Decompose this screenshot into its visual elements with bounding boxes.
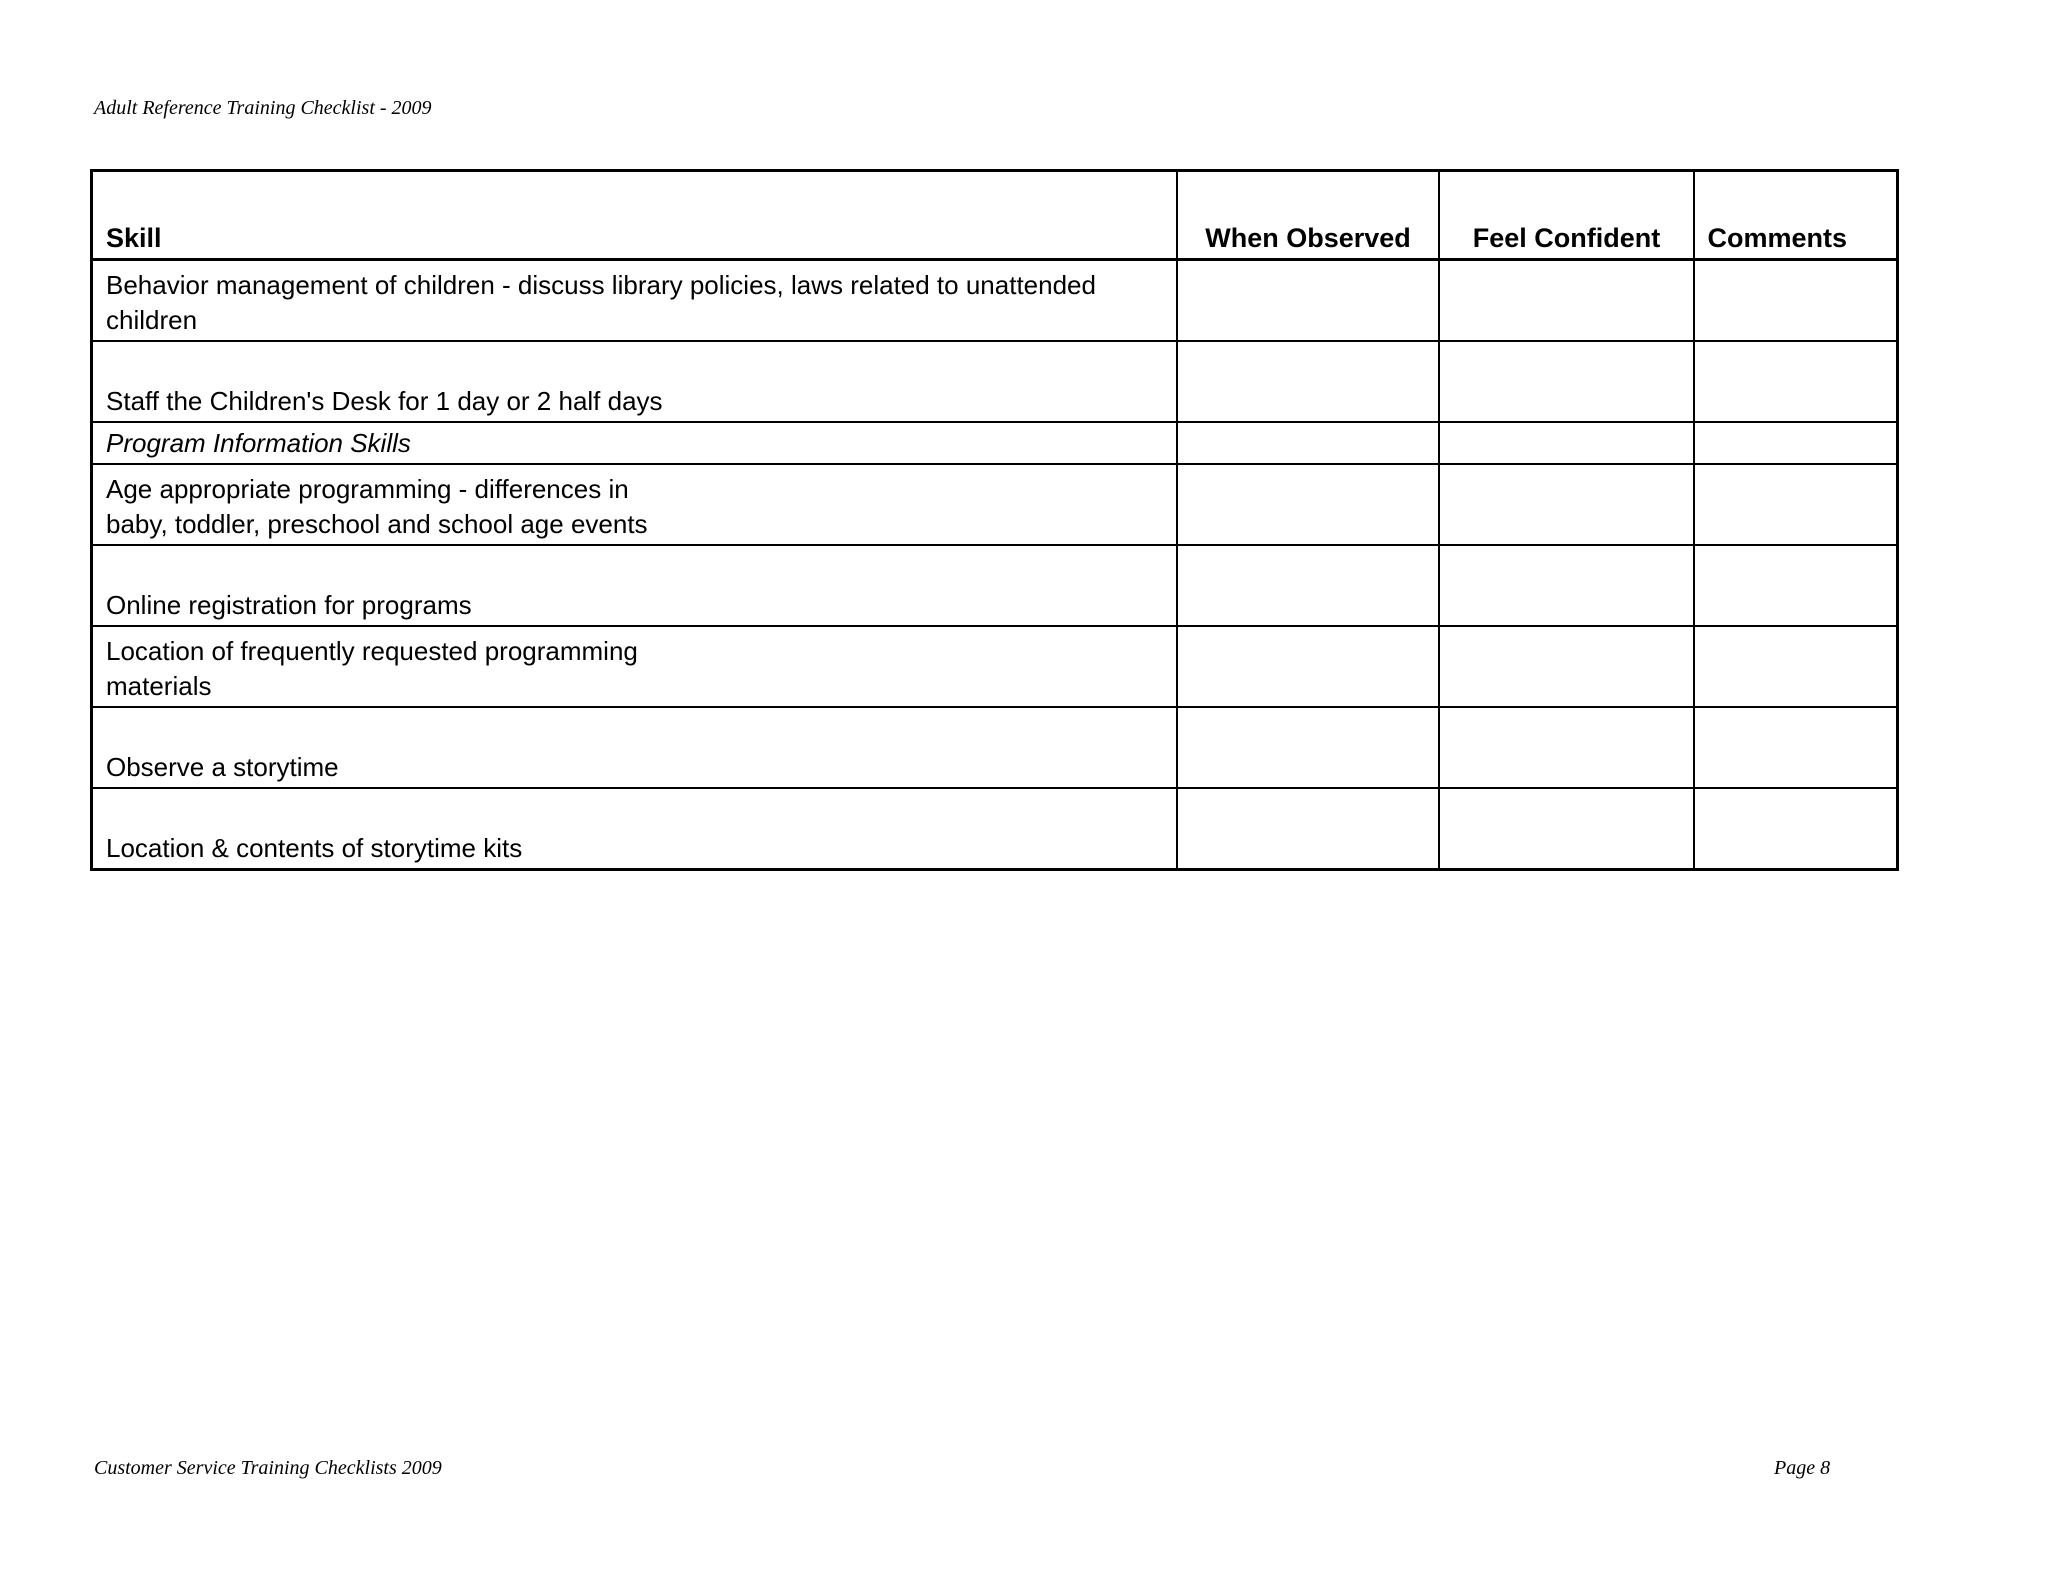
when-observed-cell[interactable] xyxy=(1177,422,1439,464)
skill-text-line: Location of frequently requested programming xyxy=(106,636,638,666)
feel-confident-cell[interactable] xyxy=(1439,545,1694,626)
when-observed-cell[interactable] xyxy=(1177,626,1439,707)
feel-confident-cell[interactable] xyxy=(1439,788,1694,870)
skill-cell xyxy=(92,260,1177,342)
section-heading-text: Program Information Skills xyxy=(106,428,411,458)
feel-confident-cell[interactable] xyxy=(1439,341,1694,422)
skill-text-line: baby, toddler, preschool and school age events xyxy=(106,509,648,539)
skill-text-line: Age appropriate programming - differences in xyxy=(106,474,629,504)
comments-cell[interactable] xyxy=(1694,545,1898,626)
column-header-when-observed: When Observed xyxy=(1177,171,1439,260)
page-number: Page 8 xyxy=(1774,1457,1831,1479)
comments-cell[interactable] xyxy=(1694,422,1898,464)
when-observed-cell[interactable] xyxy=(1177,341,1439,422)
table-row xyxy=(92,341,1898,422)
feel-confident-cell[interactable] xyxy=(1439,707,1694,788)
skill-cell xyxy=(92,707,1177,788)
comments-cell[interactable] xyxy=(1694,341,1898,422)
skill-cell xyxy=(92,626,1177,707)
section-heading-row xyxy=(92,422,1898,464)
skill-text-line: Online registration for programs xyxy=(106,590,472,620)
skill-text-line: materials xyxy=(106,671,212,701)
table-row xyxy=(92,545,1898,626)
feel-confident-cell[interactable] xyxy=(1439,422,1694,464)
when-observed-cell[interactable] xyxy=(1177,545,1439,626)
feel-confident-cell[interactable] xyxy=(1439,626,1694,707)
table-header-row xyxy=(92,171,1898,260)
skill-cell xyxy=(92,341,1177,422)
when-observed-cell[interactable] xyxy=(1177,260,1439,342)
skill-text-line: Observe a storytime xyxy=(106,752,339,782)
skill-cell xyxy=(92,788,1177,870)
when-observed-cell[interactable] xyxy=(1177,464,1439,545)
feel-confident-cell[interactable] xyxy=(1439,464,1694,545)
when-observed-cell[interactable] xyxy=(1177,707,1439,788)
skill-cell xyxy=(92,545,1177,626)
section-heading-cell xyxy=(92,422,1177,464)
skill-text-line: children xyxy=(106,305,198,335)
skill-cell xyxy=(92,464,1177,545)
page-footer-title: Customer Service Training Checklists 2009 xyxy=(94,1457,442,1479)
table-row xyxy=(92,626,1898,707)
table-row xyxy=(92,260,1898,342)
skill-text-line: Behavior management of children - discuss library policies, laws related to unattended xyxy=(106,270,1096,300)
table-row xyxy=(92,707,1898,788)
column-header-comments: Comments xyxy=(1694,171,1898,260)
skill-text-line: Location & contents of storytime kits xyxy=(106,833,523,863)
comments-cell[interactable] xyxy=(1694,626,1898,707)
comments-cell[interactable] xyxy=(1694,788,1898,870)
training-checklist-table xyxy=(90,169,1899,871)
comments-cell[interactable] xyxy=(1694,707,1898,788)
column-header-skill: Skill xyxy=(92,171,1177,260)
table-row xyxy=(92,788,1898,870)
skill-text-line: Staff the Children's Desk for 1 day or 2 half days xyxy=(106,386,663,416)
comments-cell[interactable] xyxy=(1694,464,1898,545)
table-row xyxy=(92,464,1898,545)
column-header-feel-confident: Feel Confident xyxy=(1439,171,1694,260)
when-observed-cell[interactable] xyxy=(1177,788,1439,870)
comments-cell[interactable] xyxy=(1694,260,1898,342)
feel-confident-cell[interactable] xyxy=(1439,260,1694,342)
page-header: Adult Reference Training Checklist - 2009 xyxy=(94,97,432,119)
